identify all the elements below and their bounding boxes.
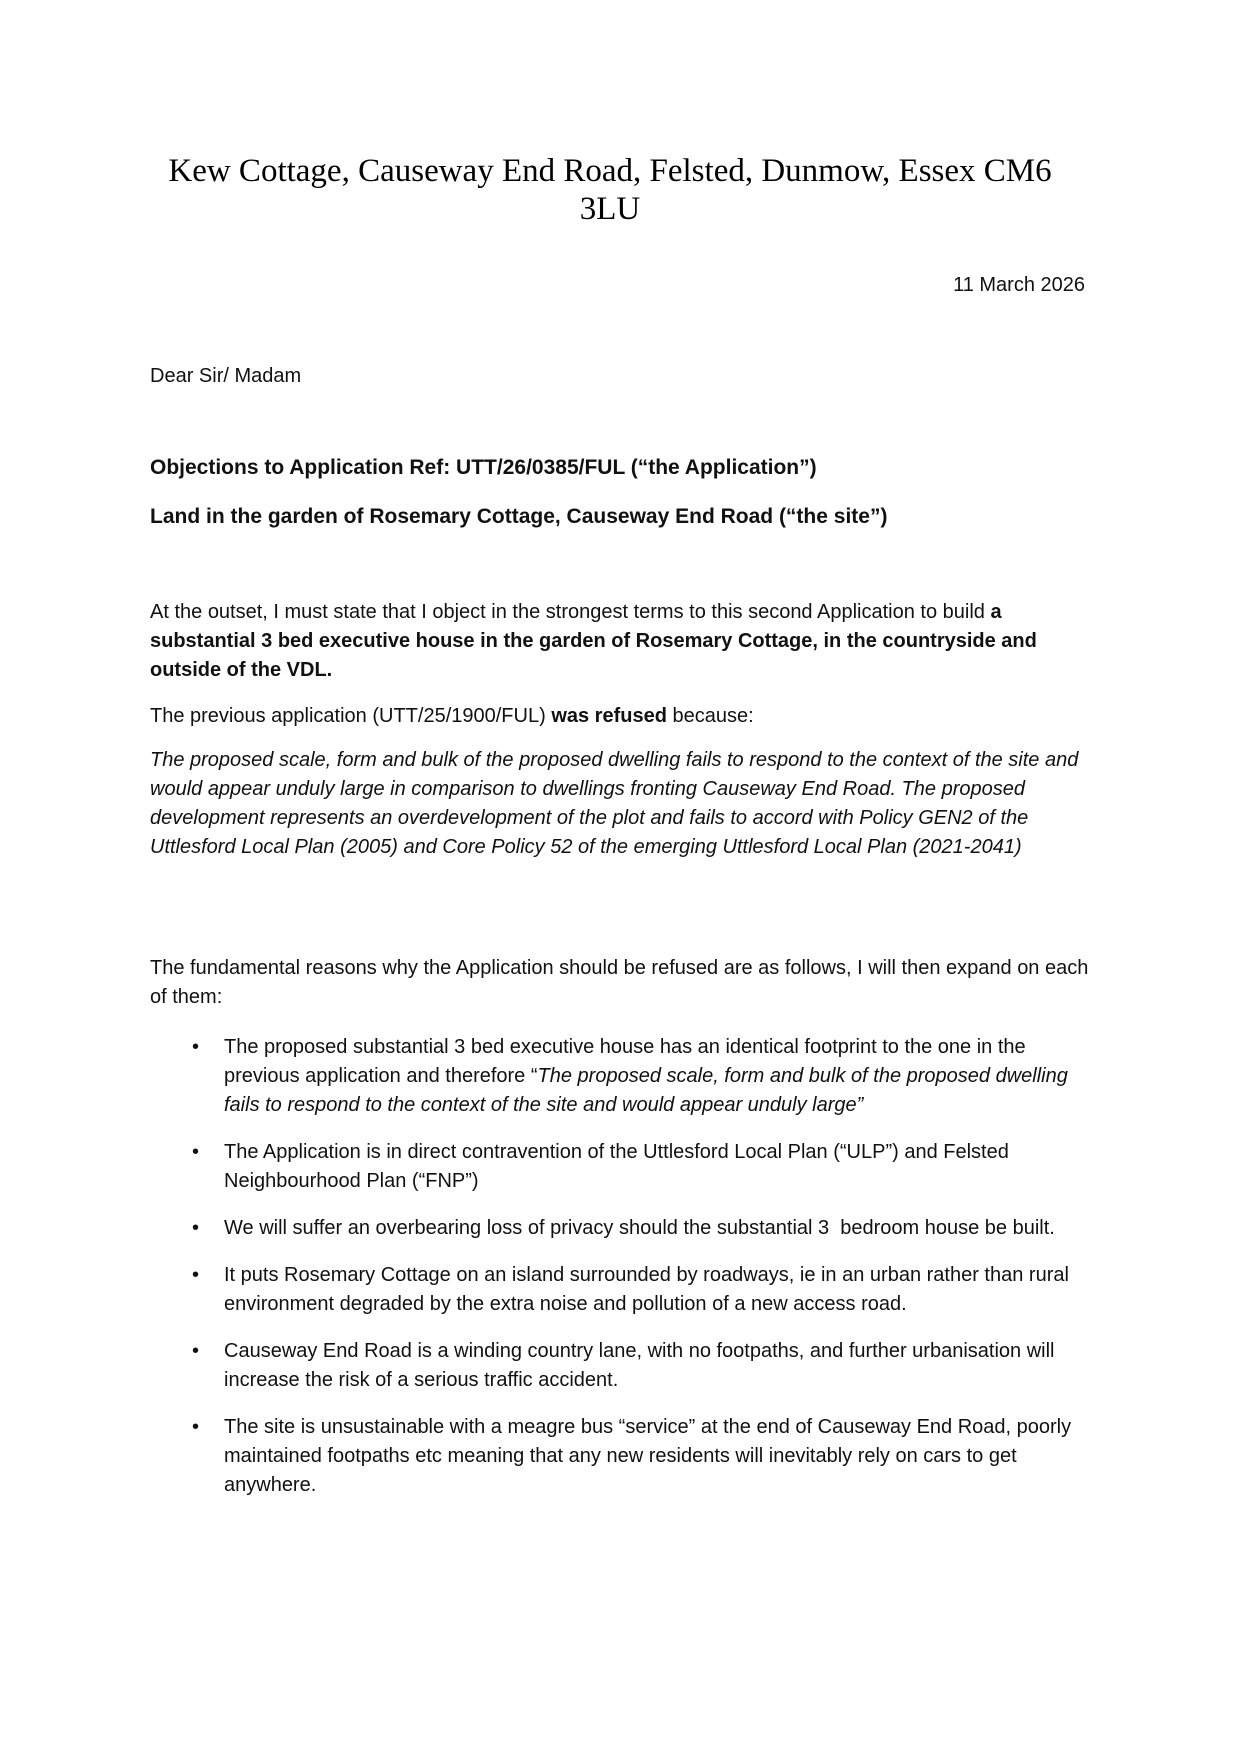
- bullet-icon: •: [192, 1036, 200, 1058]
- previous-refused-text: was refused: [551, 705, 667, 727]
- list-item: [150, 1261, 1095, 1319]
- bullet-icon: •: [192, 1217, 200, 1239]
- list-item: [150, 1413, 1095, 1500]
- previous-application-paragraph: [150, 702, 1095, 731]
- reasons-list: [150, 1033, 1095, 1518]
- site-heading: Land in the garden of Rosemary Cottage, Causeway End Road (“the site”): [150, 505, 888, 528]
- reason-text: It puts Rosemary Cottage on an island surrounded by roadways, ie in an urban rather than rural environment degraded by the extra noise and pollution of a new access road.: [224, 1264, 1069, 1315]
- salutation: Dear Sir/ Madam: [150, 365, 302, 387]
- bullet-icon: •: [192, 1416, 200, 1438]
- previous-text-end: because:: [666, 705, 754, 727]
- reason-text: The site is unsustainable with a meagre bus “service” at the end of Causeway End Road, poorly maintained footpaths etc meaning that any new residents will inevitably rely on cars to get anywhere.: [224, 1416, 1072, 1496]
- intro-paragraph: [150, 598, 1095, 685]
- reason-text: The proposed substantial 3 bed executive house has an identical footprint to the one in the previous application and therefore “: [224, 1036, 1026, 1087]
- letter-date: 11 March 2026: [953, 274, 1085, 296]
- list-item: [150, 1214, 1095, 1243]
- reason-text: Causeway End Road is a winding country lane, with no footpaths, and further urbanisation will increase the risk of a serious traffic accident.: [224, 1340, 1055, 1391]
- bullet-icon: •: [192, 1264, 200, 1286]
- intro-bold-text: a substantial 3 bed executive house in the garden of Rosemary Cottage, in the countryside and outside of the VDL.: [150, 601, 1037, 681]
- previous-text-start: The previous application (UTT/25/1900/FUL): [150, 705, 552, 727]
- bullet-icon: •: [192, 1141, 200, 1163]
- list-item: [150, 1337, 1095, 1395]
- list-item: [150, 1033, 1095, 1120]
- refusal-quote: The proposed scale, form and bulk of the proposed dwelling fails to respond to the context of the site and would appear unduly large in comparison to dwellings fronting Causeway End Road. The proposed development represents an overdevelopment of the plot and fails to accord with Policy GEN2 of the Uttlesford Local Plan (2005) and Core Policy 52 of the emerging Uttlesford Local Plan (2021-2041): [150, 749, 1079, 858]
- reason-text: We will suffer an overbearing loss of privacy should the substantial 3 bedroom house be built.: [224, 1217, 1055, 1239]
- sender-address: Kew Cottage, Causeway End Road, Felsted, Dunmow, Essex CM6 3LU: [168, 153, 1052, 227]
- objection-heading: Objections to Application Ref: UTT/26/0385/FUL (“the Application”): [150, 456, 817, 479]
- bullet-icon: •: [192, 1340, 200, 1362]
- intro-text: At the outset, I must state that I object in the strongest terms to this second Application to build: [150, 601, 991, 623]
- reason-italic-text: The proposed scale, form and bulk of the proposed dwelling fails to respond to the context of the site and would appear unduly large”: [224, 1065, 1068, 1116]
- reason-text: The Application is in direct contravention of the Uttlesford Local Plan (“ULP”) and Felsted Neighbourhood Plan (“FNP”): [224, 1141, 1009, 1192]
- reasons-intro-paragraph: The fundamental reasons why the Application should be refused are as follows, I will then expand on each of them:: [150, 957, 1089, 1008]
- list-item: [150, 1138, 1095, 1196]
